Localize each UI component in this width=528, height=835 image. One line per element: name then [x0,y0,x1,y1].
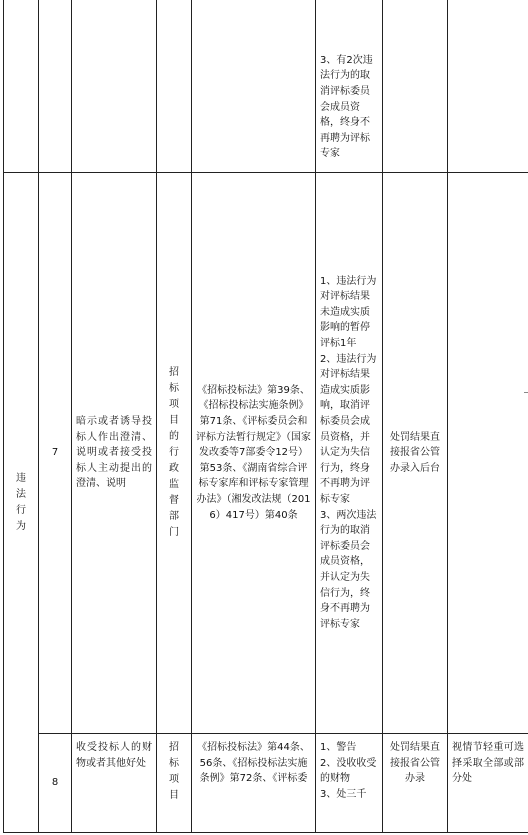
table-row [4,173,528,734]
org-cell [157,173,192,734]
act-cell [72,734,157,833]
penalty-cell [316,734,383,833]
row-number: 7 [51,447,59,459]
number-cell [39,0,72,173]
org-text: 招标项目 [169,742,179,801]
remark-text: 视情节轻重可选择采取全部或部分处 [452,742,524,785]
row-number: 8 [51,777,59,789]
category-cell [4,173,39,833]
penalty-text: 1、违法行为对评标结果未造成实质影响的暂停评标1年 2、违法行为对评标结果造成实质影响，取消评标委员会成员资格，并认定为失信行为，终身不再聘为评标专家 3、两次违法行为的取消评标委员会成员资格，并认定为失信行为，终身不再聘为评标专家 [320,275,377,630]
procedure-cell [383,0,448,173]
org-text: 招标项目的行政监督部门 [169,367,179,538]
act-text: 收受投标人的财物或者其他好处 [76,742,152,769]
law-cell [192,734,316,833]
number-cell [39,173,72,734]
org-cell [157,734,192,833]
number-cell [39,734,72,833]
remark-cell [448,173,528,734]
procedure-text: 处罚结果直接报省公管办录入后台 [390,431,440,474]
remark-cell [448,0,528,173]
act-cell [72,0,157,173]
law-text: 《招标投标法》第44条、56条、《招标投标法实施条例》第72条、《评标委 [197,742,310,785]
table-row [4,0,528,173]
penalty-cell [316,0,383,173]
penalty-text: 1、警告 2、没收收受的财物 3、处三千 [320,742,377,800]
penalty-text: 3、有2次违法行为的取消评标委员会成员资格，终身不再聘为评标专家 [320,54,373,160]
law-cell [192,0,316,173]
table-row [4,734,528,833]
org-cell [157,0,192,173]
remark-cell [448,734,528,833]
category-cell [4,0,39,173]
act-text: 暗示或者诱导投标人作出澄清、说明或者接受投标人主动提出的澄清、说明 [76,416,152,490]
law-cell [192,173,316,734]
law-text: 《招标投标法》第39条、《招标投标法实施条例》第71条、《评标委员会和评标方法暂行规定》（国家发改委等7部委令12号）第53条、《湖南省综合评标专家库和评标专家管理办法》（湘发改法规（2016）417号）第40条 [196,384,311,521]
category-text: 违法行为 [16,472,26,532]
procedure-cell [383,173,448,734]
procedure-cell [383,734,448,833]
penalty-cell [316,173,383,734]
penalty-table [3,0,528,833]
page-edge-mark [524,392,528,393]
act-cell [72,173,157,734]
procedure-text: 处罚结果直接报省公管办录 [390,742,440,785]
